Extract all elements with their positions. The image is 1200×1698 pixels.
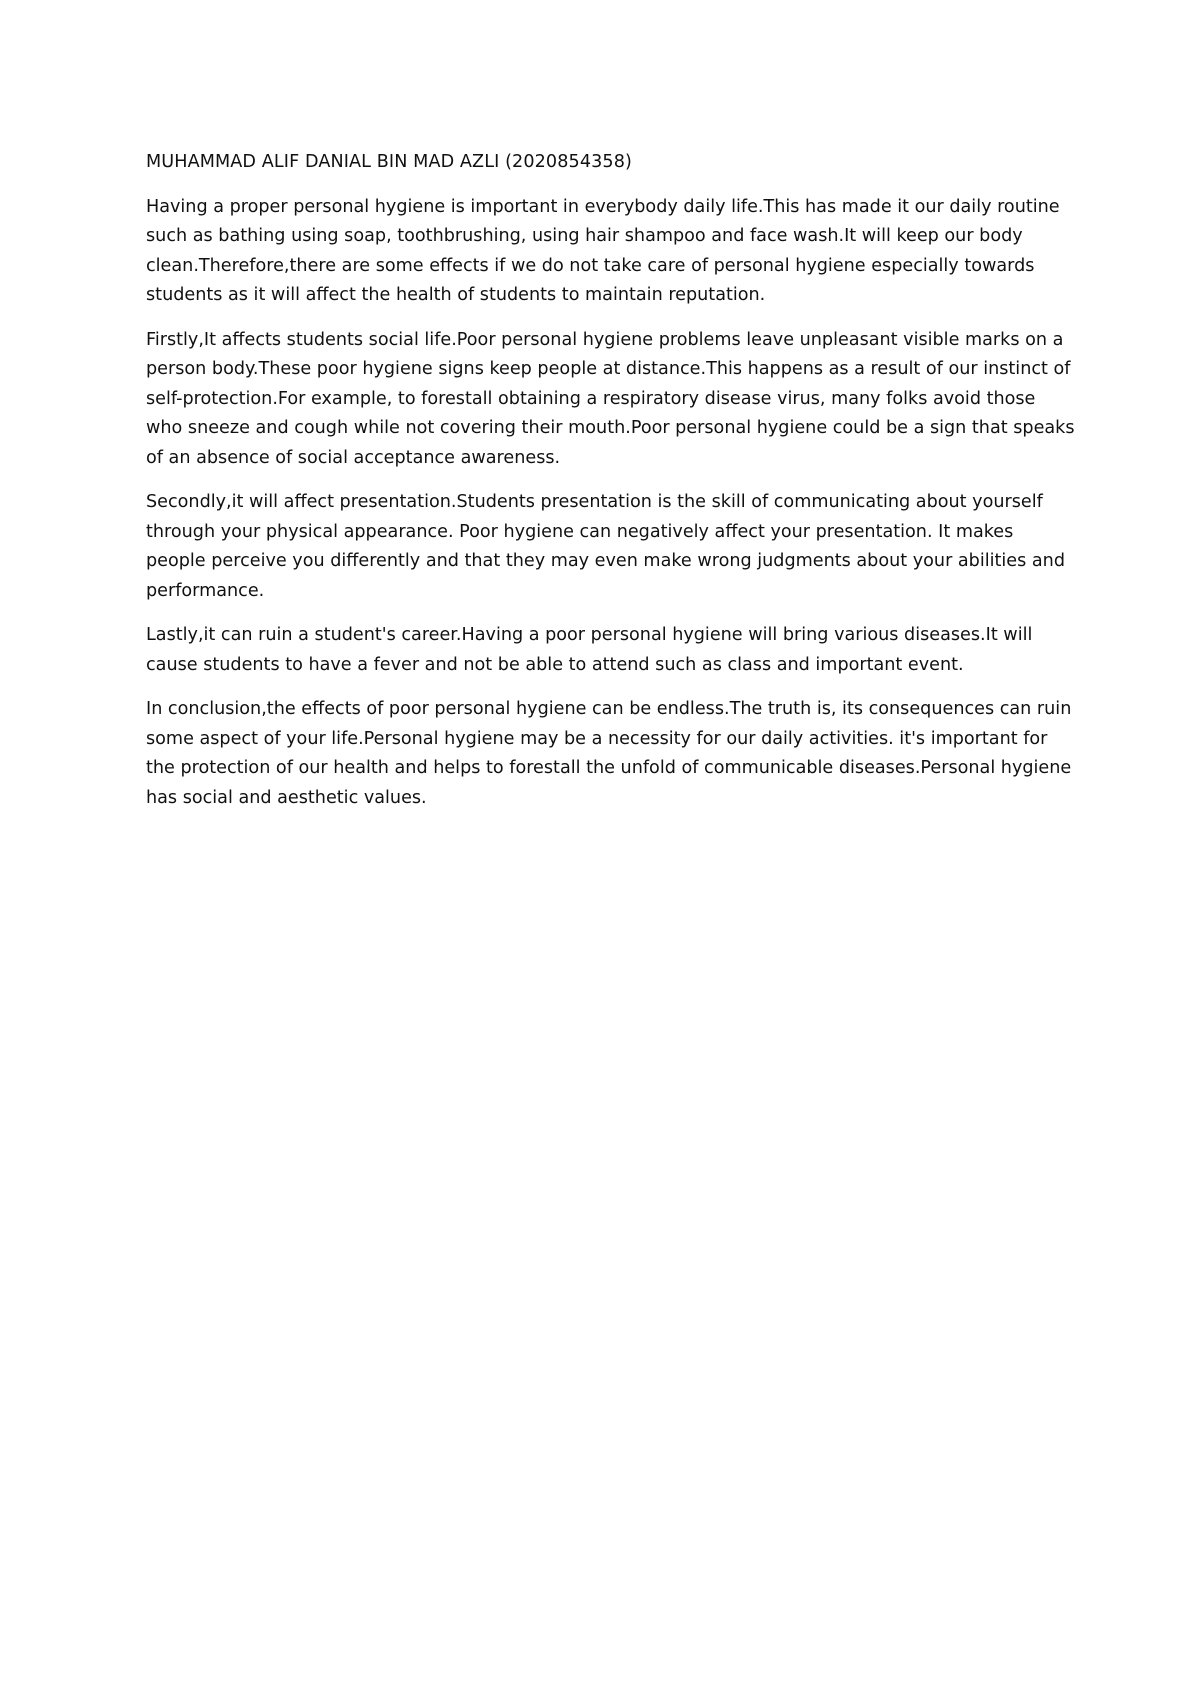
- document-body: [146, 148, 1076, 828]
- author-heading: MUHAMMAD ALIF DANIAL BIN MAD AZLI (2020854358): [146, 152, 632, 172]
- paragraph-conclusion: In conclusion,the effects of poor personal hygiene can be endless.The truth is, its consequences can ruin some aspect of your life.Personal hygiene may be a necessity for our daily activities. it's important for the protection of our health and helps to forestall the unfold of communicable diseases.Personal hygiene has social and aesthetic values.: [146, 699, 1072, 808]
- paragraph-lastly: Lastly,it can ruin a student's career.Having a poor personal hygiene will bring various diseases.It will cause students to have a fever and not be able to attend such as class and important event.: [146, 625, 1033, 675]
- paragraph-secondly: Secondly,it will affect presentation.Students presentation is the skill of communicating about yourself through your physical appearance. Poor hygiene can negatively affect your presentation. It makes people perceive you differently and that they may even make wrong judgments about your abilities and performance.: [146, 492, 1065, 601]
- paragraph-intro: Having a proper personal hygiene is important in everybody daily life.This has made it our daily routine such as bathing using soap, toothbrushing, using hair shampoo and face wash.It will keep our body clean.Therefore,there are some effects if we do not take care of personal hygiene especially towards students as it will affect the health of students to maintain reputation.: [146, 196, 1060, 305]
- paragraph-firstly: Firstly,It affects students social life.Poor personal hygiene problems leave unpleasant visible marks on a person body.These poor hygiene signs keep people at distance.This happens as a result of our instinct of self-protection.For example, to forestall obtaining a respiratory disease virus, many folks avoid those who sneeze and cough while not covering their mouth.Poor personal hygiene could be a sign that speaks of an absence of social acceptance awareness.: [146, 329, 1075, 468]
